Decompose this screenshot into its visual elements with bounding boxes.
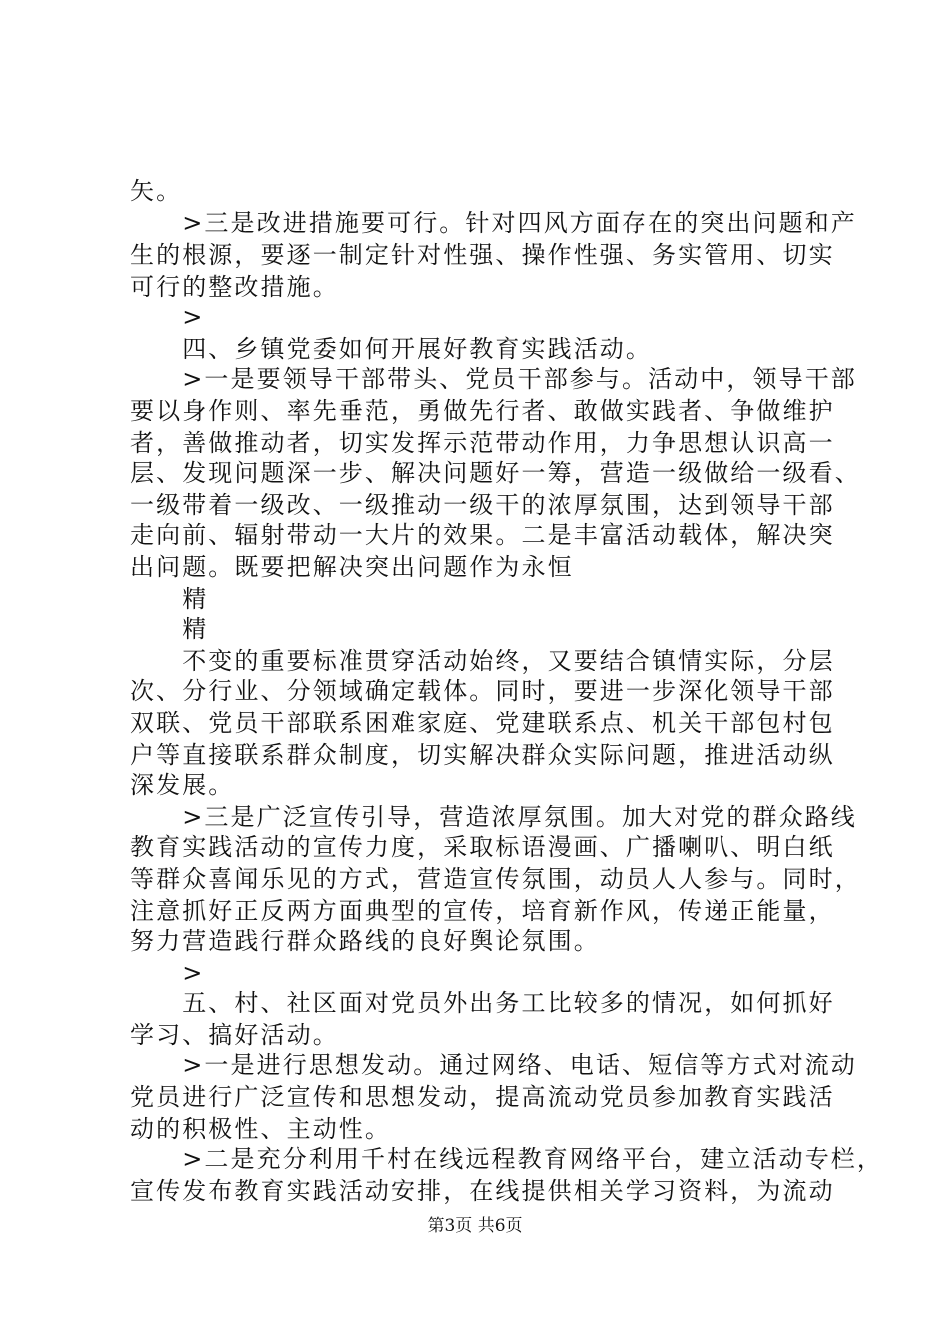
text-line: 不变的重要标准贯穿活动始终，又要结合镇情实际，分层 bbox=[130, 647, 835, 675]
text-line: >三是改进措施要可行。针对四风方面存在的突出问题和产 bbox=[130, 209, 857, 237]
text-line: 精 bbox=[130, 615, 209, 643]
section-heading: 四、乡镇党委如何开展好教育实践活动。 bbox=[130, 335, 652, 363]
text-line: 动的积极性、主动性。 bbox=[130, 1115, 391, 1143]
text-line: 精 bbox=[130, 585, 209, 613]
text-line: >三是广泛宣传引导，营造浓厚氛围。加大对党的群众路线 bbox=[130, 803, 857, 831]
text-line: >二是充分利用千村在线远程教育网络平台，建立活动专栏， bbox=[130, 1145, 884, 1173]
text-line: 出问题。既要把解决突出问题作为永恒 bbox=[130, 553, 574, 581]
text-line: >一是进行思想发动。通过网络、电话、短信等方式对流动 bbox=[130, 1051, 857, 1079]
text-line: 一级带着一级改、一级推动一级干的浓厚氛围，达到领导干部 bbox=[130, 491, 835, 519]
text-line: 生的根源，要逐一制定针对性强、操作性强、务实管用、切实 bbox=[130, 241, 835, 269]
section-heading: 五、村、社区面对党员外出务工比较多的情况，如何抓好 bbox=[130, 989, 835, 1017]
text-line: 宣传发布教育实践活动安排，在线提供相关学习资料，为流动 bbox=[130, 1177, 835, 1205]
text-line: 层、发现问题深一步、解决问题好一筹，营造一级做给一级看、 bbox=[130, 459, 861, 487]
text-line: > bbox=[130, 959, 205, 987]
text-line: 注意抓好正反两方面典型的宣传，培育新作风，传递正能量， bbox=[130, 897, 835, 925]
text-line: 走向前、辐射带动一大片的效果。二是丰富活动载体，解决突 bbox=[130, 521, 835, 549]
text-line: 双联、党员干部联系困难家庭、党建联系点、机关干部包村包 bbox=[130, 709, 835, 737]
text-line: 者，善做推动者，切实发挥示范带动作用，力争思想认识高一 bbox=[130, 429, 835, 457]
text-line: 等群众喜闻乐见的方式，营造宣传氛围，动员人人参与。同时， bbox=[130, 865, 861, 893]
text-line: 户等直接联系群众制度，切实解决群众实际问题，推进活动纵 bbox=[130, 741, 835, 769]
text-line: 教育实践活动的宣传力度，采取标语漫画、广播喇叭、明白纸 bbox=[130, 833, 835, 861]
text-line: 深发展。 bbox=[130, 771, 235, 799]
text-line: 可行的整改措施。 bbox=[130, 273, 339, 301]
text-line: 党员进行广泛宣传和思想发动，提高流动党员参加教育实践活 bbox=[130, 1083, 835, 1111]
text-line: 次、分行业、分领域确定载体。同时，要进一步深化领导干部 bbox=[130, 677, 835, 705]
text-line: > bbox=[130, 303, 205, 331]
text-line: 学习、搞好活动。 bbox=[130, 1021, 339, 1049]
page-footer: 第3页 共6页 bbox=[427, 1216, 523, 1236]
text-line: >一是要领导干部带头、党员干部参与。活动中，领导干部 bbox=[130, 365, 857, 393]
text-line: 矢。 bbox=[130, 177, 183, 205]
text-line: 努力营造践行群众路线的良好舆论氛围。 bbox=[130, 927, 600, 955]
text-line: 要以身作则、率先垂范，勇做先行者、敢做实践者、争做维护 bbox=[130, 397, 835, 425]
